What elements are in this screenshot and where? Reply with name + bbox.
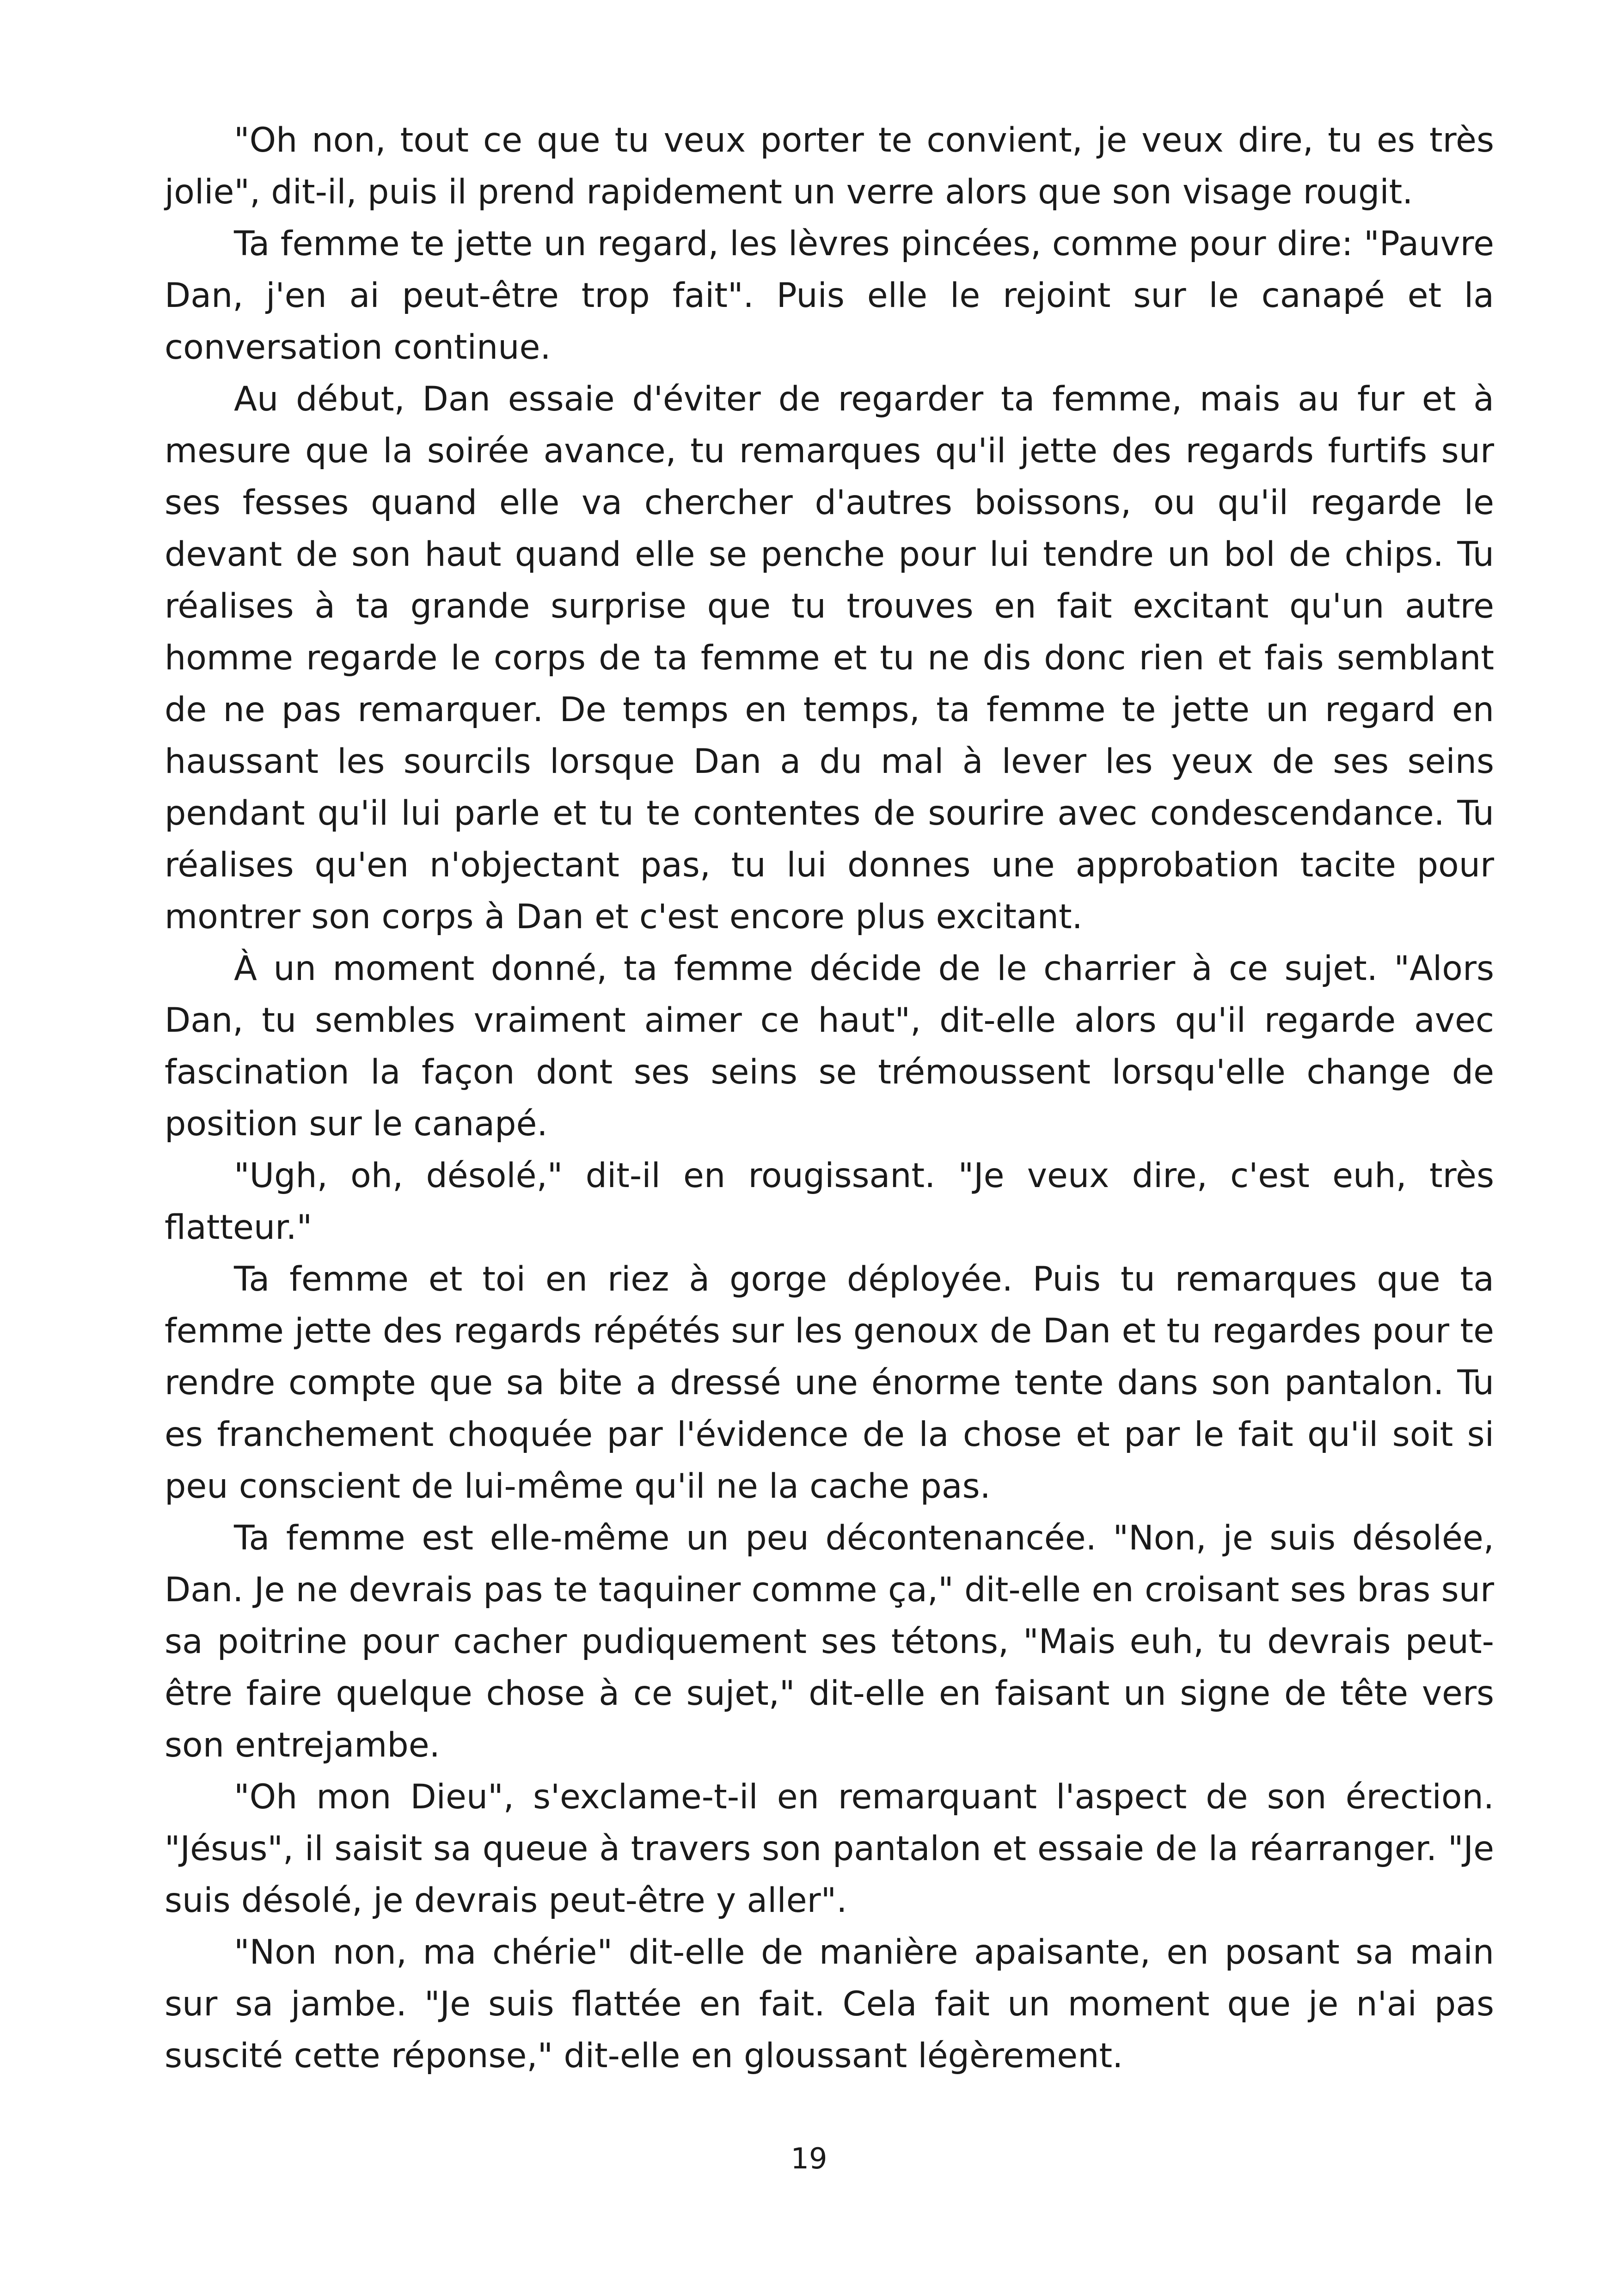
paragraph: Ta femme et toi en riez à gorge déployée. Puis tu remarques que ta femme jette des regards répétés sur les genoux de Dan et tu regardes pour te rendre compte que sa bite a dressé une énorme tente dans son pantalon. Tu es franchement choquée par l'évidence de la chose et par le fait qu'il soit si peu conscient de lui-même qu'il ne la cache pas. [165,1260,1494,1506]
paragraph: Ta femme te jette un regard, les lèvres pincées, comme pour dire: "Pauvre Dan, j'en ai peut-être trop fait". Puis elle le rejoint sur le canapé et la conversation continue. [165,224,1494,367]
page-number: 19 [791,2142,827,2175]
paragraph: Ta femme est elle-même un peu décontenancée. "Non, je suis désolée, Dan. Je ne devrais pas te taquiner comme ça," dit-elle en croisant ses bras sur sa poitrine pour cacher pudiquement ses tétons, "Mais euh, tu devrais peut-être faire quelque chose à ce sujet," dit-elle en faisant un signe de tête vers son entrejambe. [165,1518,1494,1765]
paragraph: À un moment donné, ta femme décide de le charrier à ce sujet. "Alors Dan, tu sembles vraiment aimer ce haut", dit-elle alors qu'il regarde avec fascination la façon dont ses seins se trémoussent lorsqu'elle change de position sur le canapé. [165,949,1494,1144]
paragraph: "Oh mon Dieu", s'exclame-t-il en remarquant l'aspect de son érection. "Jésus", il saisit sa queue à travers son pantalon et essaie de la réarranger. "Je suis désolé, je devrais peut-être y aller". [165,1777,1494,1920]
paragraph: Au début, Dan essaie d'éviter de regarder ta femme, mais au fur et à mesure que la soirée avance, tu remarques qu'il jette des regards furtifs sur ses fesses quand elle va chercher d'autres boissons, ou qu'il regarde le devant de son haut quand elle se penche pour lui tendre un bol de chips. Tu réalises à ta grande surprise que tu trouves en fait excitant qu'un autre homme regarde le corps de ta femme et tu ne dis donc rien et fais semblant de ne pas remarquer. De temps en temps, ta femme te jette un regard en haussant les sourcils lorsque Dan a du mal à lever les yeux de ses seins pendant qu'il lui parle et tu te contentes de sourire avec condescendance. Tu réalises qu'en n'objectant pas, tu lui donnes une approbation tacite pour montrer son corps à Dan et c'est encore plus excitant. [165,380,1494,937]
paragraph: "Ugh, oh, désolé," dit-il en rougissant. "Je veux dire, c'est euh, très flatteur." [165,1156,1494,1247]
paragraph: "Oh non, tout ce que tu veux porter te convient, je veux dire, tu es très jolie", dit-il, puis il prend rapidement un verre alors que son visage rougit. [165,121,1494,212]
paragraph: "Non non, ma chérie" dit-elle de manière apaisante, en posant sa main sur sa jambe. "Je suis flattée en fait. Cela fait un moment que je n'ai pas suscité cette réponse," dit-elle en gloussant légèrement. [165,1933,1494,2076]
page-body [165,115,1494,2082]
